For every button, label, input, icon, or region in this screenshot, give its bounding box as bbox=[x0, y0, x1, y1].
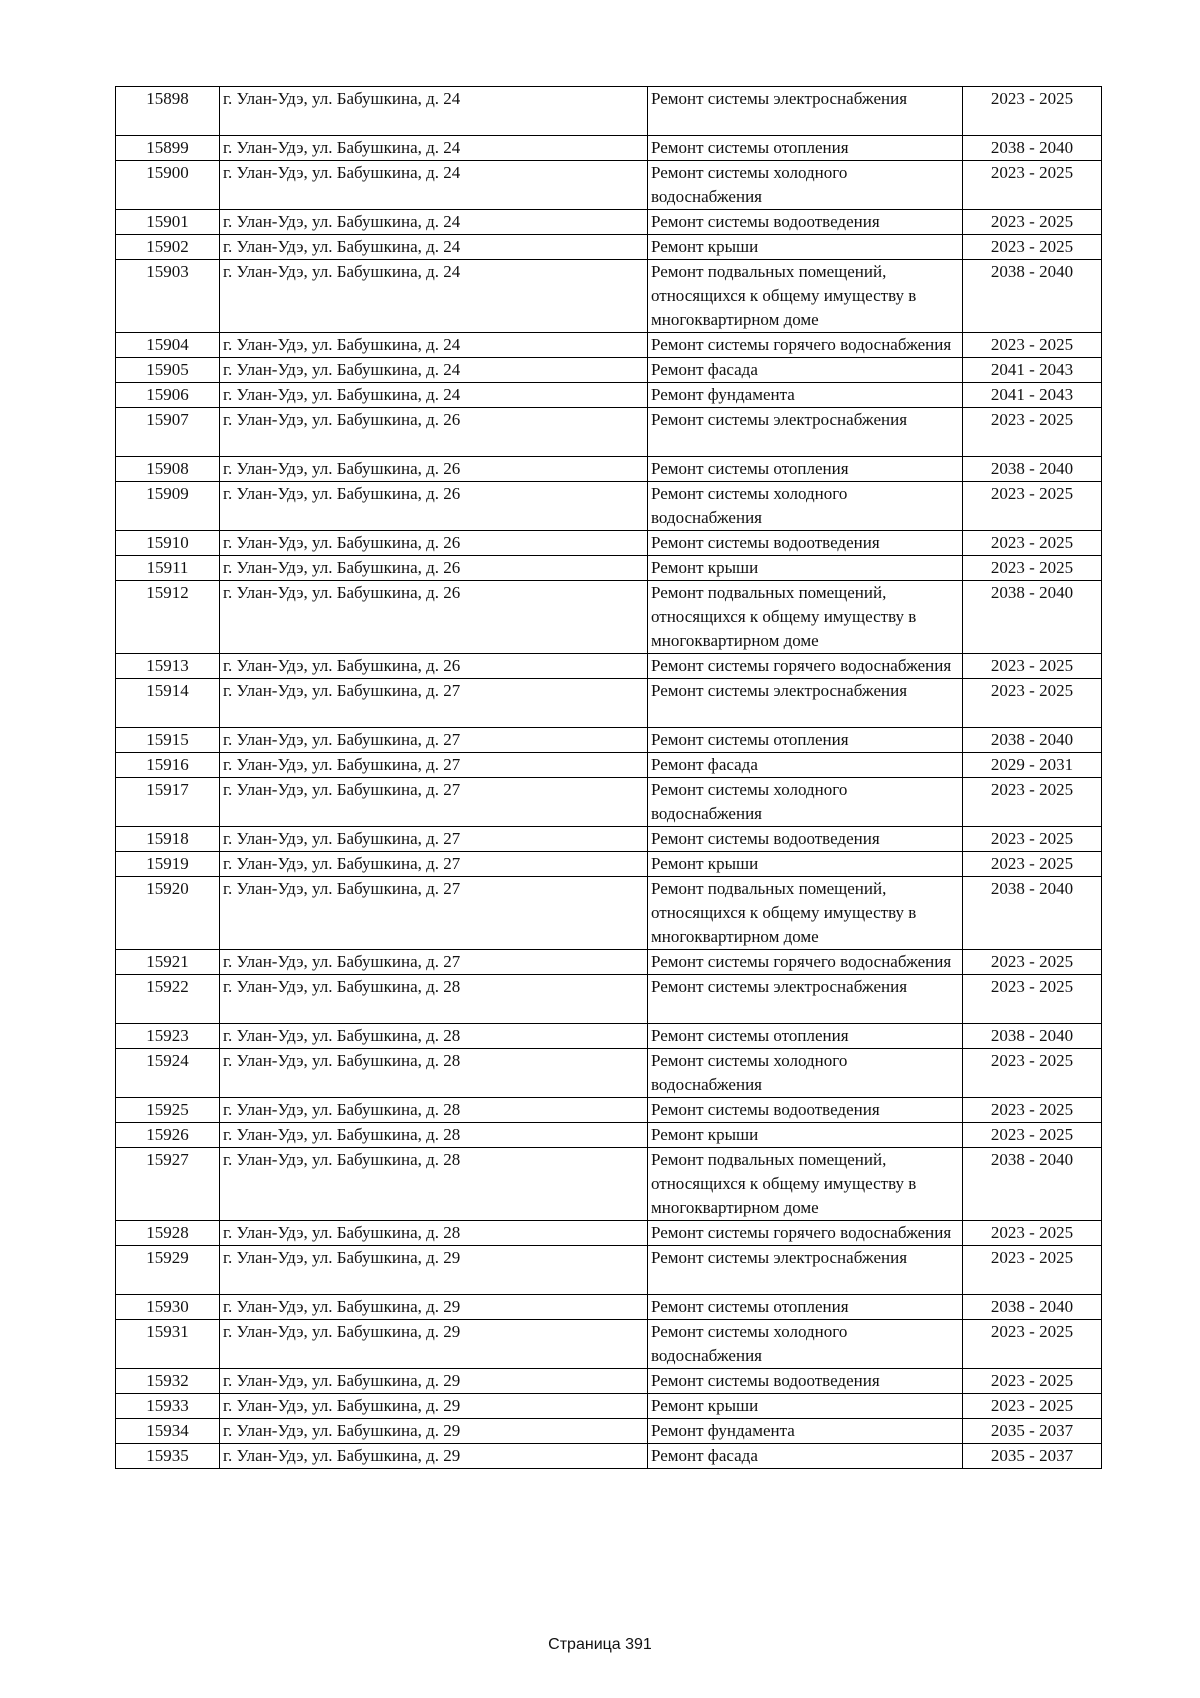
table-row bbox=[116, 679, 1102, 728]
row-number-cell: 15908 bbox=[116, 457, 220, 482]
row-number-cell: 15935 bbox=[116, 1444, 220, 1469]
table-row bbox=[116, 1394, 1102, 1419]
table-row bbox=[116, 482, 1102, 531]
period-cell: 2038 - 2040 bbox=[963, 136, 1102, 161]
work-type-cell: Ремонт системы электроснабжения bbox=[648, 679, 963, 728]
table-row bbox=[116, 1098, 1102, 1123]
address-cell: г. Улан-Удэ, ул. Бабушкина, д. 28 bbox=[220, 1148, 648, 1221]
work-type-cell: Ремонт системы электроснабжения bbox=[648, 1246, 963, 1295]
work-type-cell: Ремонт системы горячего водоснабжения bbox=[648, 950, 963, 975]
table-row bbox=[116, 1221, 1102, 1246]
row-number-cell: 15916 bbox=[116, 753, 220, 778]
table-row bbox=[116, 358, 1102, 383]
address-cell: г. Улан-Удэ, ул. Бабушкина, д. 29 bbox=[220, 1369, 648, 1394]
address-cell: г. Улан-Удэ, ул. Бабушкина, д. 24 bbox=[220, 358, 648, 383]
address-cell: г. Улан-Удэ, ул. Бабушкина, д. 28 bbox=[220, 1123, 648, 1148]
row-number-cell: 15931 bbox=[116, 1320, 220, 1369]
work-type-cell: Ремонт системы холодного водоснабжения bbox=[648, 778, 963, 827]
address-cell: г. Улан-Удэ, ул. Бабушкина, д. 24 bbox=[220, 87, 648, 136]
period-cell: 2038 - 2040 bbox=[963, 581, 1102, 654]
table-row bbox=[116, 235, 1102, 260]
table-row bbox=[116, 1295, 1102, 1320]
period-cell: 2023 - 2025 bbox=[963, 1394, 1102, 1419]
table-row bbox=[116, 1444, 1102, 1469]
address-cell: г. Улан-Удэ, ул. Бабушкина, д. 26 bbox=[220, 482, 648, 531]
work-type-cell: Ремонт системы водоотведения bbox=[648, 827, 963, 852]
address-cell: г. Улан-Удэ, ул. Бабушкина, д. 29 bbox=[220, 1246, 648, 1295]
period-cell: 2023 - 2025 bbox=[963, 235, 1102, 260]
table-row bbox=[116, 827, 1102, 852]
address-cell: г. Улан-Удэ, ул. Бабушкина, д. 29 bbox=[220, 1419, 648, 1444]
work-type-cell: Ремонт системы холодного водоснабжения bbox=[648, 1049, 963, 1098]
period-cell: 2023 - 2025 bbox=[963, 1221, 1102, 1246]
table-row bbox=[116, 581, 1102, 654]
address-cell: г. Улан-Удэ, ул. Бабушкина, д. 27 bbox=[220, 827, 648, 852]
row-number-cell: 15921 bbox=[116, 950, 220, 975]
address-cell: г. Улан-Удэ, ул. Бабушкина, д. 27 bbox=[220, 950, 648, 975]
work-type-cell: Ремонт системы водоотведения bbox=[648, 531, 963, 556]
row-number-cell: 15918 bbox=[116, 827, 220, 852]
work-type-cell: Ремонт системы водоотведения bbox=[648, 210, 963, 235]
address-cell: г. Улан-Удэ, ул. Бабушкина, д. 26 bbox=[220, 531, 648, 556]
table-row bbox=[116, 728, 1102, 753]
row-number-cell: 15903 bbox=[116, 260, 220, 333]
period-cell: 2038 - 2040 bbox=[963, 1295, 1102, 1320]
address-cell: г. Улан-Удэ, ул. Бабушкина, д. 24 bbox=[220, 161, 648, 210]
row-number-cell: 15912 bbox=[116, 581, 220, 654]
row-number-cell: 15928 bbox=[116, 1221, 220, 1246]
row-number-cell: 15934 bbox=[116, 1419, 220, 1444]
work-type-cell: Ремонт фасада bbox=[648, 753, 963, 778]
work-type-cell: Ремонт системы горячего водоснабжения bbox=[648, 654, 963, 679]
address-cell: г. Улан-Удэ, ул. Бабушкина, д. 29 bbox=[220, 1394, 648, 1419]
address-cell: г. Улан-Удэ, ул. Бабушкина, д. 29 bbox=[220, 1320, 648, 1369]
period-cell: 2035 - 2037 bbox=[963, 1444, 1102, 1469]
period-cell: 2023 - 2025 bbox=[963, 778, 1102, 827]
period-cell: 2023 - 2025 bbox=[963, 333, 1102, 358]
row-number-cell: 15932 bbox=[116, 1369, 220, 1394]
address-cell: г. Улан-Удэ, ул. Бабушкина, д. 28 bbox=[220, 1049, 648, 1098]
address-cell: г. Улан-Удэ, ул. Бабушкина, д. 26 bbox=[220, 556, 648, 581]
address-cell: г. Улан-Удэ, ул. Бабушкина, д. 28 bbox=[220, 1098, 648, 1123]
row-number-cell: 15923 bbox=[116, 1024, 220, 1049]
work-type-cell: Ремонт крыши bbox=[648, 235, 963, 260]
table-row bbox=[116, 1123, 1102, 1148]
work-type-cell: Ремонт фундамента bbox=[648, 1419, 963, 1444]
repair-schedule-table bbox=[115, 86, 1102, 1469]
period-cell: 2023 - 2025 bbox=[963, 654, 1102, 679]
row-number-cell: 15915 bbox=[116, 728, 220, 753]
address-cell: г. Улан-Удэ, ул. Бабушкина, д. 24 bbox=[220, 383, 648, 408]
address-cell: г. Улан-Удэ, ул. Бабушкина, д. 24 bbox=[220, 260, 648, 333]
period-cell: 2035 - 2037 bbox=[963, 1419, 1102, 1444]
address-cell: г. Улан-Удэ, ул. Бабушкина, д. 29 bbox=[220, 1444, 648, 1469]
table-row bbox=[116, 1148, 1102, 1221]
table-row bbox=[116, 778, 1102, 827]
work-type-cell: Ремонт системы электроснабжения bbox=[648, 975, 963, 1024]
period-cell: 2023 - 2025 bbox=[963, 482, 1102, 531]
page-number: Страница 391 bbox=[548, 1636, 652, 1653]
period-cell: 2023 - 2025 bbox=[963, 408, 1102, 457]
address-cell: г. Улан-Удэ, ул. Бабушкина, д. 28 bbox=[220, 1024, 648, 1049]
work-type-cell: Ремонт системы водоотведения bbox=[648, 1098, 963, 1123]
work-type-cell: Ремонт крыши bbox=[648, 1123, 963, 1148]
table-row bbox=[116, 1024, 1102, 1049]
address-cell: г. Улан-Удэ, ул. Бабушкина, д. 24 bbox=[220, 333, 648, 358]
period-cell: 2038 - 2040 bbox=[963, 260, 1102, 333]
work-type-cell: Ремонт подвальных помещений, относящихся к общему имуществу в многоквартирном доме bbox=[648, 581, 963, 654]
row-number-cell: 15922 bbox=[116, 975, 220, 1024]
period-cell: 2023 - 2025 bbox=[963, 1246, 1102, 1295]
row-number-cell: 15911 bbox=[116, 556, 220, 581]
work-type-cell: Ремонт системы отопления bbox=[648, 1024, 963, 1049]
period-cell: 2038 - 2040 bbox=[963, 1024, 1102, 1049]
row-number-cell: 15933 bbox=[116, 1394, 220, 1419]
period-cell: 2029 - 2031 bbox=[963, 753, 1102, 778]
period-cell: 2038 - 2040 bbox=[963, 728, 1102, 753]
period-cell: 2023 - 2025 bbox=[963, 852, 1102, 877]
work-type-cell: Ремонт подвальных помещений, относящихся к общему имуществу в многоквартирном доме bbox=[648, 1148, 963, 1221]
work-type-cell: Ремонт крыши bbox=[648, 556, 963, 581]
row-number-cell: 15914 bbox=[116, 679, 220, 728]
period-cell: 2023 - 2025 bbox=[963, 1369, 1102, 1394]
address-cell: г. Улан-Удэ, ул. Бабушкина, д. 27 bbox=[220, 877, 648, 950]
address-cell: г. Улан-Удэ, ул. Бабушкина, д. 24 bbox=[220, 235, 648, 260]
work-type-cell: Ремонт системы отопления bbox=[648, 728, 963, 753]
table-row bbox=[116, 975, 1102, 1024]
table-row bbox=[116, 531, 1102, 556]
table-row bbox=[116, 383, 1102, 408]
work-type-cell: Ремонт фасада bbox=[648, 358, 963, 383]
period-cell: 2023 - 2025 bbox=[963, 1320, 1102, 1369]
row-number-cell: 15907 bbox=[116, 408, 220, 457]
period-cell: 2023 - 2025 bbox=[963, 975, 1102, 1024]
address-cell: г. Улан-Удэ, ул. Бабушкина, д. 26 bbox=[220, 457, 648, 482]
table-row bbox=[116, 877, 1102, 950]
address-cell: г. Улан-Удэ, ул. Бабушкина, д. 27 bbox=[220, 778, 648, 827]
table-row bbox=[116, 260, 1102, 333]
work-type-cell: Ремонт крыши bbox=[648, 852, 963, 877]
row-number-cell: 15906 bbox=[116, 383, 220, 408]
table-row bbox=[116, 333, 1102, 358]
address-cell: г. Улан-Удэ, ул. Бабушкина, д. 26 bbox=[220, 408, 648, 457]
table-row bbox=[116, 950, 1102, 975]
work-type-cell: Ремонт фасада bbox=[648, 1444, 963, 1469]
period-cell: 2023 - 2025 bbox=[963, 1123, 1102, 1148]
row-number-cell: 15898 bbox=[116, 87, 220, 136]
work-type-cell: Ремонт подвальных помещений, относящихся к общему имуществу в многоквартирном доме bbox=[648, 877, 963, 950]
period-cell: 2023 - 2025 bbox=[963, 556, 1102, 581]
address-cell: г. Улан-Удэ, ул. Бабушкина, д. 28 bbox=[220, 1221, 648, 1246]
row-number-cell: 15927 bbox=[116, 1148, 220, 1221]
table-row bbox=[116, 161, 1102, 210]
address-cell: г. Улан-Удэ, ул. Бабушкина, д. 28 bbox=[220, 975, 648, 1024]
address-cell: г. Улан-Удэ, ул. Бабушкина, д. 27 bbox=[220, 728, 648, 753]
work-type-cell: Ремонт системы горячего водоснабжения bbox=[648, 1221, 963, 1246]
table-row bbox=[116, 654, 1102, 679]
work-type-cell: Ремонт системы электроснабжения bbox=[648, 87, 963, 136]
row-number-cell: 15901 bbox=[116, 210, 220, 235]
table-row bbox=[116, 753, 1102, 778]
period-cell: 2023 - 2025 bbox=[963, 210, 1102, 235]
table-row bbox=[116, 1049, 1102, 1098]
period-cell: 2023 - 2025 bbox=[963, 531, 1102, 556]
period-cell: 2023 - 2025 bbox=[963, 1049, 1102, 1098]
table-row bbox=[116, 1320, 1102, 1369]
period-cell: 2038 - 2040 bbox=[963, 1148, 1102, 1221]
work-type-cell: Ремонт крыши bbox=[648, 1394, 963, 1419]
work-type-cell: Ремонт системы горячего водоснабжения bbox=[648, 333, 963, 358]
period-cell: 2041 - 2043 bbox=[963, 383, 1102, 408]
row-number-cell: 15904 bbox=[116, 333, 220, 358]
work-type-cell: Ремонт системы отопления bbox=[648, 457, 963, 482]
period-cell: 2023 - 2025 bbox=[963, 679, 1102, 728]
row-number-cell: 15925 bbox=[116, 1098, 220, 1123]
table-body bbox=[116, 87, 1102, 1469]
table-row bbox=[116, 457, 1102, 482]
work-type-cell: Ремонт фундамента bbox=[648, 383, 963, 408]
address-cell: г. Улан-Удэ, ул. Бабушкина, д. 29 bbox=[220, 1295, 648, 1320]
period-cell: 2041 - 2043 bbox=[963, 358, 1102, 383]
row-number-cell: 15920 bbox=[116, 877, 220, 950]
address-cell: г. Улан-Удэ, ул. Бабушкина, д. 27 bbox=[220, 679, 648, 728]
address-cell: г. Улан-Удэ, ул. Бабушкина, д. 27 bbox=[220, 852, 648, 877]
address-cell: г. Улан-Удэ, ул. Бабушкина, д. 24 bbox=[220, 210, 648, 235]
period-cell: 2023 - 2025 bbox=[963, 161, 1102, 210]
period-cell: 2023 - 2025 bbox=[963, 87, 1102, 136]
address-cell: г. Улан-Удэ, ул. Бабушкина, д. 27 bbox=[220, 753, 648, 778]
work-type-cell: Ремонт системы отопления bbox=[648, 136, 963, 161]
row-number-cell: 15900 bbox=[116, 161, 220, 210]
row-number-cell: 15899 bbox=[116, 136, 220, 161]
row-number-cell: 15929 bbox=[116, 1246, 220, 1295]
address-cell: г. Улан-Удэ, ул. Бабушкина, д. 24 bbox=[220, 136, 648, 161]
work-type-cell: Ремонт системы холодного водоснабжения bbox=[648, 161, 963, 210]
row-number-cell: 15917 bbox=[116, 778, 220, 827]
row-number-cell: 15910 bbox=[116, 531, 220, 556]
work-type-cell: Ремонт системы водоотведения bbox=[648, 1369, 963, 1394]
table-row bbox=[116, 136, 1102, 161]
table-row bbox=[116, 1246, 1102, 1295]
row-number-cell: 15919 bbox=[116, 852, 220, 877]
row-number-cell: 15905 bbox=[116, 358, 220, 383]
table-row bbox=[116, 408, 1102, 457]
row-number-cell: 15926 bbox=[116, 1123, 220, 1148]
work-type-cell: Ремонт системы холодного водоснабжения bbox=[648, 1320, 963, 1369]
work-type-cell: Ремонт системы отопления bbox=[648, 1295, 963, 1320]
row-number-cell: 15924 bbox=[116, 1049, 220, 1098]
period-cell: 2023 - 2025 bbox=[963, 1098, 1102, 1123]
row-number-cell: 15930 bbox=[116, 1295, 220, 1320]
table-row bbox=[116, 852, 1102, 877]
table-row bbox=[116, 87, 1102, 136]
period-cell: 2023 - 2025 bbox=[963, 827, 1102, 852]
period-cell: 2023 - 2025 bbox=[963, 950, 1102, 975]
row-number-cell: 15902 bbox=[116, 235, 220, 260]
table-row bbox=[116, 556, 1102, 581]
row-number-cell: 15913 bbox=[116, 654, 220, 679]
work-type-cell: Ремонт системы холодного водоснабжения bbox=[648, 482, 963, 531]
address-cell: г. Улан-Удэ, ул. Бабушкина, д. 26 bbox=[220, 654, 648, 679]
work-type-cell: Ремонт системы электроснабжения bbox=[648, 408, 963, 457]
table-row bbox=[116, 210, 1102, 235]
address-cell: г. Улан-Удэ, ул. Бабушкина, д. 26 bbox=[220, 581, 648, 654]
table-row bbox=[116, 1369, 1102, 1394]
table-row bbox=[116, 1419, 1102, 1444]
period-cell: 2038 - 2040 bbox=[963, 457, 1102, 482]
work-type-cell: Ремонт подвальных помещений, относящихся к общему имуществу в многоквартирном доме bbox=[648, 260, 963, 333]
row-number-cell: 15909 bbox=[116, 482, 220, 531]
period-cell: 2038 - 2040 bbox=[963, 877, 1102, 950]
